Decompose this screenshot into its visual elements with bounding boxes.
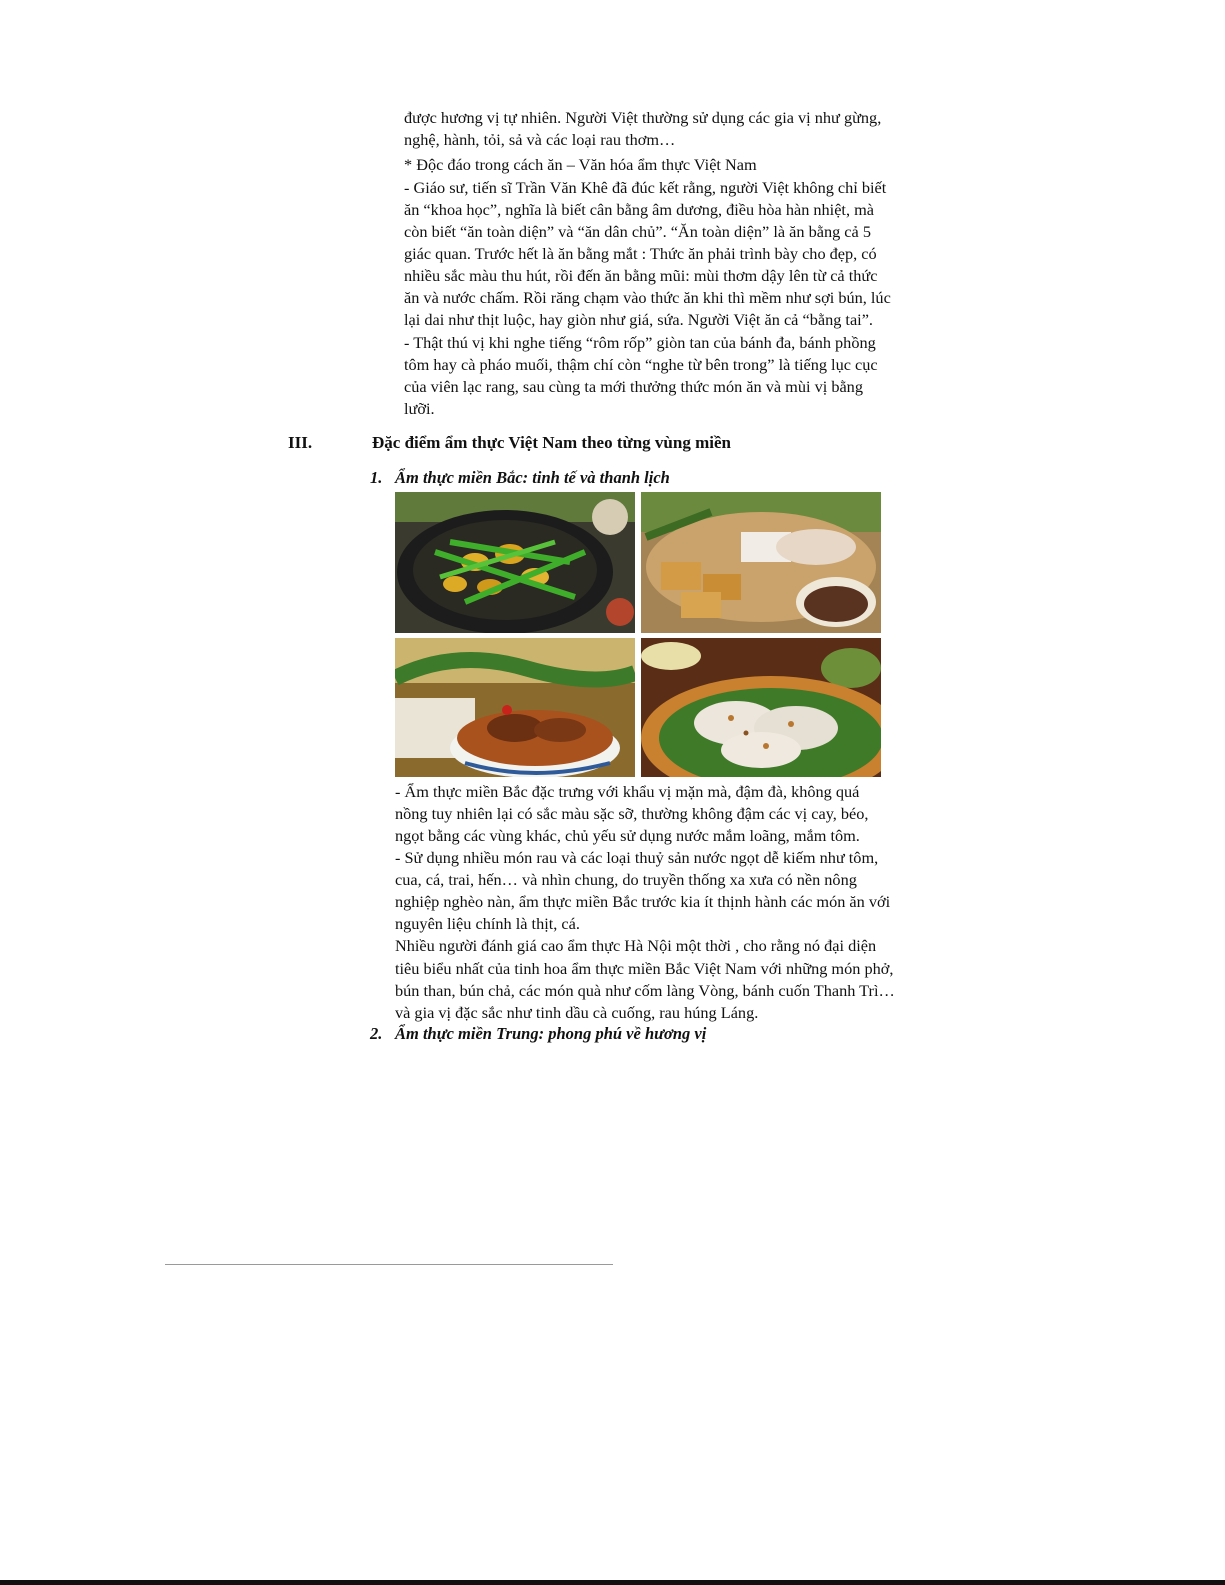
text-line: cua, cá, trai, hến… và nhìn chung, do truyền thống xa xưa có nền nông [395,870,857,889]
text-line: bún than, bún chả, các món quà như cốm làng Vòng, bánh cuốn Thanh Trì… [395,981,895,1000]
text-line: tiêu biểu nhất của tinh hoa ẩm thực miền Bắc Việt Nam với những món phở, [395,959,894,978]
text-line: lại dai như thịt luộc, hay giòn như giá, sứa. Người Việt ăn cả “bằng tai”. [404,310,873,329]
text-line: nồng tuy nhiên lại có sắc màu sặc sỡ, thường không đậm các vị cay, béo, [395,804,869,823]
text-line: nhiều sắc màu thu hút, rồi đến ăn bằng mũi: mùi thơm dậy lên từ cả thức [404,266,878,285]
text-line: Nhiều người đánh giá cao ẩm thực Hà Nội một thời , cho rằng nó đại diện [395,936,877,955]
footnote-separator [165,1264,613,1265]
section-numeral: III. [288,433,313,452]
text-line: ăn “khoa học”, nghĩa là biết cân bằng âm dương, điều hòa hàn nhiệt, mà [404,200,874,219]
text-line: nguyên liệu chính là thịt, cá. [395,914,580,933]
text-line: nghệ, hành, tỏi, sả và các loại rau thơm… [404,130,676,149]
text-line: còn biết “ăn toàn diện” và “ăn dân chủ”. “Ăn toàn diện” là ăn bằng cả 5 [404,222,871,241]
subsection-number: 2. [370,1024,383,1043]
text-line: lưỡi. [404,399,435,418]
section-title: Đặc điểm ẩm thực Việt Nam theo từng vùng miền [372,433,731,452]
text-line: ăn và nước chấm. Rồi răng chạm vào thức ăn khi thì mềm như sợi bún, lúc [404,288,891,307]
text-line: và gia vị đặc sắc như tinh dầu cà cuống, rau húng Láng. [395,1003,759,1022]
text-line: ngọt bằng các vùng khác, chủ yếu sử dụng nước mắm loãng, mắm tôm. [395,826,860,845]
bullet-heading: * Độc đáo trong cách ăn – Văn hóa ẩm thực Việt Nam [404,155,757,174]
subsection-heading-central [370,1024,706,1044]
subsection-heading-north [370,468,670,488]
page-bottom-edge [0,1580,1225,1585]
text-line: - Giáo sư, tiến sĩ Trần Văn Khê đã đúc kết rằng, người Việt không chỉ biết [404,178,887,197]
text-line: - Sử dụng nhiều món rau và các loại thuỷ sản nước ngọt dễ kiếm như tôm, [395,848,879,867]
text-line: - Thật thú vị khi nghe tiếng “rôm rốp” giòn tan của bánh đa, bánh phồng [404,333,876,352]
text-line: - Ẩm thực miền Bắc đặc trưng với khẩu vị mặn mà, đậm đà, không quá [395,782,860,801]
food-photo-banh-cuon [641,638,881,777]
text-line: tôm hay cà pháo muối, thậm chí còn “nghe từ bên trong” là tiếng lục cục [404,355,878,374]
text-line: được hương vị tự nhiên. Người Việt thường sử dụng các gia vị như gừng, [404,108,882,127]
text-line: giác quan. Trước hết là ăn bằng mắt : Thức ăn phải trình bày cho đẹp, có [404,244,877,263]
text-line: của viên lạc rang, sau cùng ta mới thưởng thức món ăn và mùi vị bằng [404,377,863,396]
food-photo-bun-cha [395,638,635,777]
food-photo-fish-pan [395,492,635,633]
text-line: nghiệp nghèo nàn, ẩm thực miền Bắc trước kia ít thịnh hành các món ăn với [395,892,891,911]
subsection-number: 1. [370,468,383,487]
food-photo-tofu-platter [641,492,881,633]
subsection-title: Ẩm thực miền Trung: phong phú về hương vị [395,1024,707,1043]
subsection-title: Ẩm thực miền Bắc: tinh tế và thanh lịch [395,468,670,487]
food-photo-collage [395,492,881,777]
